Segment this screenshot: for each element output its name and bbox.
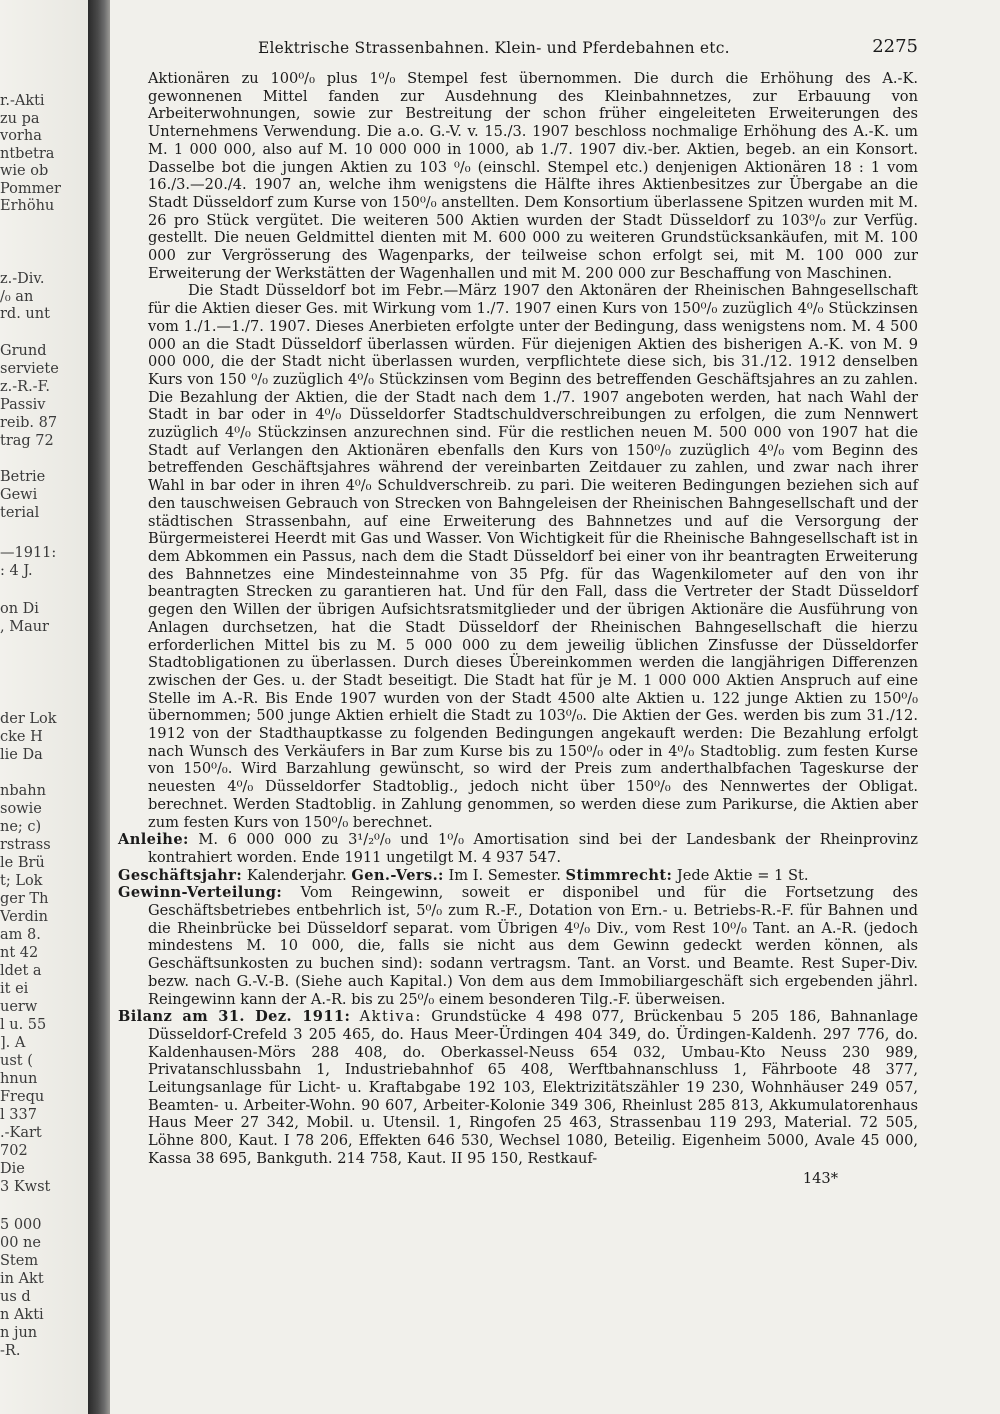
book-spine-shadow (88, 0, 110, 1414)
margin-fragment: ntbetra (0, 146, 55, 162)
margin-fragment: z.-R.-F. (0, 379, 50, 395)
anleihe-label: Anleihe: (118, 831, 189, 849)
gewinn-verteilung-text: Vom Reingewinn, soweit er disponibel und für die Fortsetzung des Geschäftsbetriebes entbehrlich ist, 5⁰/₀ zum R.-F., Dotation von Ern.- u. Betriebs-R.-F. für Bahnen und die Rheinbrücke bei Düsseldorf separat. vom Übrigen 4⁰/₀ Div., vom Rest 10⁰/₀ Tant. an A.-R. (jedoch mindestens M. 10 000, die, falls sie nicht aus dem Gewinn gedeckt werden können, als Geschäftsunkosten zu buchen sind): sodann vertragsm. Tant. an Vorst. und Beamte. Rest Super-Div. bezw. nach G.-V.-B. (Siehe auch Kapital.) Von dem aus dem Immobiliargeschäft sich ergebenden jährl. Reingewinn kann der A.-R. bis zu 25⁰/₀ einem besonderen Tilg.-F. überweisen. (148, 884, 919, 1008)
stimmrecht-text: Jede Aktie = 1 St. (676, 866, 809, 884)
margin-fragment: uerw (0, 999, 38, 1015)
margin-fragment: sowie (0, 801, 42, 817)
margin-fragment: 3 Kwst (0, 1179, 51, 1195)
margin-fragment: rd. unt (0, 306, 50, 322)
margin-fragment: —1911: (0, 545, 57, 561)
bilanz-aktiva-label: Aktiva: (359, 1008, 422, 1026)
geschaeftsjahr-text: Kalenderjahr. (246, 866, 347, 884)
margin-fragment: ]. A (0, 1035, 26, 1051)
margin-fragment: 5 000 (0, 1217, 42, 1233)
margin-fragment: in Akt (0, 1271, 44, 1287)
margin-fragment: 00 ne (0, 1235, 41, 1251)
margin-fragment: reib. 87 (0, 415, 58, 431)
margin-fragment: Grund (0, 343, 47, 359)
margin-fragment: Betrie (0, 469, 46, 485)
bilanz-label: Bilanz am 31. Dez. 1911: (118, 1008, 351, 1026)
gen-vers-label: Gen.-Vers.: (351, 866, 444, 884)
margin-fragment: ne; c) (0, 819, 42, 835)
paragraph-city-offer: Die Stadt Düsseldorf bot im Febr.—März 1907 den Aktonären der Rheinischen Bahngesellschaft für die Aktien dieser Ges. mit Wirkung vom 1./7. 1907 einen Kurs von 150⁰/₀ zuzüglich 4⁰/₀ Stückzinsen vom 1./1.—1./7. 1907. Dieses Anerbieten erfolgte unter der Bedingung, dass wenigstens nom. M. 4 500 000 an die Stadt Düsseldorf überlassen würden. Für diejenigen Aktien des bisherigen A.-K. von M. 9 000 000, die der Stadt nicht überlassen wurden, verpflichtete diese sich, bis 31./12. 1912 denselben Kurs von 150 ⁰/₀ zuzüglich 4⁰/₀ Stückzinsen vom Beginn des betreffenden Geschäftsjahres an zu zahlen. Die Bezahlung der Aktien, die der Stadt nach dem 1./7. 1907 angeboten werden, hat nach Wahl der Stadt in bar oder in 4⁰/₀ Düsseldorfer Stadtschuldverschreibungen zu erfolgen, die zum Nennwert zuzüglich 4⁰/₀ Stückzinsen anzurechnen sind. Für die restlichen neuen M. 500 000 von 1907 hat die Stadt auf Verlangen den Aktionären ebenfalls den Kurs von 150⁰/₀ zuzüglich 4⁰/₀ vom Beginn des betreffenden Geschäftsjahres während der vereinbarten Zeitdauer zu zahlen, und zwar nach ihrer Wahl in bar oder in ihren 4⁰/₀ Schuldverschreib. zu pari. Die weiteren Bedingungen beziehen sich auf den tauschweisen Gebrauch von Strecken von Bahngeleisen der Rheinischen Bahngesellschaft und der städtischen Strassenbahn, auf eine Erweiterung des Bahnnetzes und auf die Versorgung der Bürgermeisterei Heerdt mit Gas und Wasser. Von Wichtigkeit für die Rheinische Bahngesellschaft ist in dem Abkommen ein Passus, nach dem die Stadt Düsseldorf bei einer von ihr beantragten Erweiterung des Bahnnetzes eine Mindesteinnahme von 35 Pfg. für das Wagenkilometer auf den von ihr beantragten Strecken zu garantieren hat. Und für den Fall, dass die Vertreter der Stadt Düsseldorf gegen den Willen der übrigen Aufsichtsratsmitglieder und der übrigen Aktionäre die Ausführung von Anlagen durchsetzen, hat die Stadt Düsseldorf der Rheinischen Bahngesellschaft die hierzu erforderlichen Mittel bis zu M. 5 000 000 zu dem jeweilig üblichen Zinsfusse der Düsseldorfer Stadtobligationen zu überlassen. Durch dieses Übereinkommen werden die langjährigen Differenzen zwischen der Ges. u. der Stadt beseitigt. Die Stadt hat für je M. 1 000 000 Aktien Anspruch auf eine Stelle im A.-R. Bis Ende 1907 wurden von der Stadt 4500 alte Aktien u. 122 junge Aktien zu 150⁰/₀ übernommen; 500 junge Aktien erhielt die Stadt zu 103⁰/₀. Die Aktien der Ges. werden bis zum 31./12. 1912 von der Stadthauptkasse zu folgenden Bedingungen angekauft werden: Die Bezahlung erfolgt nach Wunsch des Verkäufers in Bar zum Kurse bis zu 150⁰/₀ oder in 4⁰/₀ Stadtoblig. zum festen Kurse von 150⁰/₀. Wird Barzahlung gewünscht, so wird der Preis zum anderthalbfachen Tageskurse der neuesten 4⁰/₀ Düsseldorfer Stadtoblig., jedoch nicht über 150⁰/₀ des Nennwertes der Obligat. berechnet. Werden Stadtoblig. in Zahlung genommen, so werden diese zum Parikurse, die Aktien aber zum festen Kurs von 150⁰/₀ berechnet. (148, 282, 918, 831)
margin-fragment: Erhöhu (0, 198, 55, 214)
margin-fragment: on Di (0, 601, 39, 617)
margin-fragment: us d (0, 1289, 31, 1305)
margin-fragment: ldet a (0, 963, 42, 979)
margin-fragment: .-Kart (0, 1125, 42, 1141)
margin-fragment: z.-Div. (0, 271, 45, 287)
anleihe-text: M. 6 000 000 zu 3¹/₂⁰/₀ und 1⁰/₀ Amortisation sind bei der Landesbank der Rheinprovinz kontrahiert worden. Ende 1911 ungetilgt M. 4 937 547. (148, 831, 918, 866)
margin-fragment: lie Da (0, 747, 43, 763)
margin-fragment: wie ob (0, 163, 49, 179)
margin-fragment: l u. 55 (0, 1017, 47, 1033)
running-header (118, 36, 918, 70)
margin-fragment: Stem (0, 1253, 39, 1269)
margin-fragment: ger Th (0, 891, 49, 907)
margin-fragment: Passiv (0, 397, 46, 413)
margin-fragment: t; Lok (0, 873, 43, 889)
margin-fragment: it ei (0, 981, 29, 997)
margin-fragment: am 8. (0, 927, 41, 943)
margin-fragment: nt 42 (0, 945, 39, 961)
margin-fragment: : 4 J. (0, 563, 33, 579)
margin-fragment: Verdin (0, 909, 48, 925)
margin-fragment: Pommer (0, 181, 61, 197)
margin-fragment: serviete (0, 361, 59, 377)
margin-fragment: 702 (0, 1143, 28, 1159)
margin-fragment: Gewi (0, 487, 38, 503)
paragraph-capital-increase: Aktionären zu 100⁰/₀ plus 1⁰/₀ Stempel fest übernommen. Die durch die Erhöhung des A.-K. gewonnenen Mittel fanden zur Ausdehnung des Kleinbahnnetzes, zur Erbauung von Arbeiterwohnungen, sowie zur Bestreitung der schon früher eingeleiteten Erweiterungen des Unternehmens Verwendung. Die a.o. G.-V. v. 15./3. 1907 beschloss nochmalige Erhöhung des A.-K. um M. 1 000 000, also auf M. 10 000 000 in 1000, ab 1./7. 1907 div.-ber. Aktien, begeb. an ein Konsort. Dasselbe bot die jungen Aktien zu 103 ⁰/₀ (einschl. Stempel etc.) denjenigen Aktionären 18 : 1 vom 16./3.—20./4. 1907 an, welche ihm wenigstens die Hälfte ihres Aktienbesitzes zur Übergabe an die Stadt Düsseldorf zum Kurse von 150⁰/₀ anstellten. Dem Konsortium überlassene Spitzen wurden mit M. 26 pro Stück vergütet. Die weiteren 500 Aktien wurden der Stadt Düsseldorf zu 103⁰/₀ zur Verfüg. gestellt. Die neuen Geldmittel dienten mit M. 600 000 zu weiteren Grundstücksankäufen, mit M. 100 000 zur Vergrösserung des Wagenparks, der teilweise schon erfolgt sei, mit M. 100 000 zur Erweiterung der Werkstätten der Wagenhallen und mit M. 200 000 zur Beschaffung von Maschinen. (148, 70, 918, 282)
margin-fragment: Die (0, 1161, 25, 1177)
section-gewinn-verteilung (118, 884, 918, 1008)
margin-fragment: r.-Akti (0, 93, 45, 109)
gewinn-verteilung-label: Gewinn-Verteilung: (118, 884, 283, 902)
margin-fragment: cke H (0, 729, 43, 745)
stimmrecht-label: Stimmrecht: (565, 866, 673, 884)
margin-fragment: , Maur (0, 619, 49, 635)
gen-vers-text: Im I. Semester. (448, 866, 561, 884)
margin-fragment: Frequ (0, 1089, 45, 1105)
page (118, 36, 919, 1187)
margin-fragment: nbahn (0, 783, 46, 799)
margin-fragment: -R. (0, 1343, 21, 1359)
margin-fragment: zu pa (0, 111, 40, 127)
margin-fragment: trag 72 (0, 433, 54, 449)
left-margin-fragments (0, 0, 88, 1414)
margin-fragment: hnun (0, 1071, 38, 1087)
bilanz-text: Grundstücke 4 498 077, Brückenbau 5 205 186, Bahnanlage Düsseldorf-Crefeld 3 205 465, do. Haus Meer-Ürdingen 404 349, do. Ürdingen-Kaldenh. 297 776, do. Kaldenhausen-Mörs 288 408, do. Oberkassel-Neuss 654 032, Umbau-Kto Neuss 230 989, Privatanschlussbahn 1, Industriebahnhof 65 408, Werftbahnanschluss 1, Fährboote 48 377, Leitungsanlage für Licht- u. Kraftabgabe 192 103, Elektrizitätszähler 19 230, Wohnhäuser 249 057, Beamten- u. Arbeiter-Wohn. 90 607, Arbeiter-Kolonie 349 306, Rheinlust 285 813, Akkumulatorenhaus Haus Meer 27 342, Mobil. u. Utensil. 1, Ringofen 25 463, Strassenbau 119 293, Material. 72 505, Löhne 800, Kaut. I 78 206, Effekten 646 530, Wechsel 1080, Beteilig. Eigenheim 5000, Avale 45 000, Kassa 38 695, Bankguth. 214 758, Kaut. II 95 150, Restkauf- (148, 1008, 918, 1167)
margin-fragment: ust ( (0, 1053, 33, 1069)
margin-fragment: vorha (0, 128, 42, 144)
signature-mark: 143* (802, 1169, 838, 1187)
running-title: Elektrische Strassenbahnen. Klein- und Pferdebahnen etc. (258, 39, 730, 57)
section-bilanz (118, 1008, 918, 1167)
section-meta-line (118, 867, 918, 885)
geschaeftsjahr-label: Geschäftsjahr: (118, 866, 243, 884)
margin-fragment: terial (0, 505, 40, 521)
margin-fragment: der Lok (0, 711, 57, 727)
section-anleihe (118, 831, 918, 866)
margin-fragment: rstrass (0, 837, 51, 853)
margin-fragment: /₀ an (0, 289, 34, 305)
page-body (118, 70, 918, 1187)
margin-fragment: l 337 (0, 1107, 37, 1123)
page-number: 2275 (872, 36, 918, 57)
margin-fragment: n Akti (0, 1307, 44, 1323)
margin-fragment: n jun (0, 1325, 38, 1341)
margin-fragment: le Brü (0, 855, 45, 871)
